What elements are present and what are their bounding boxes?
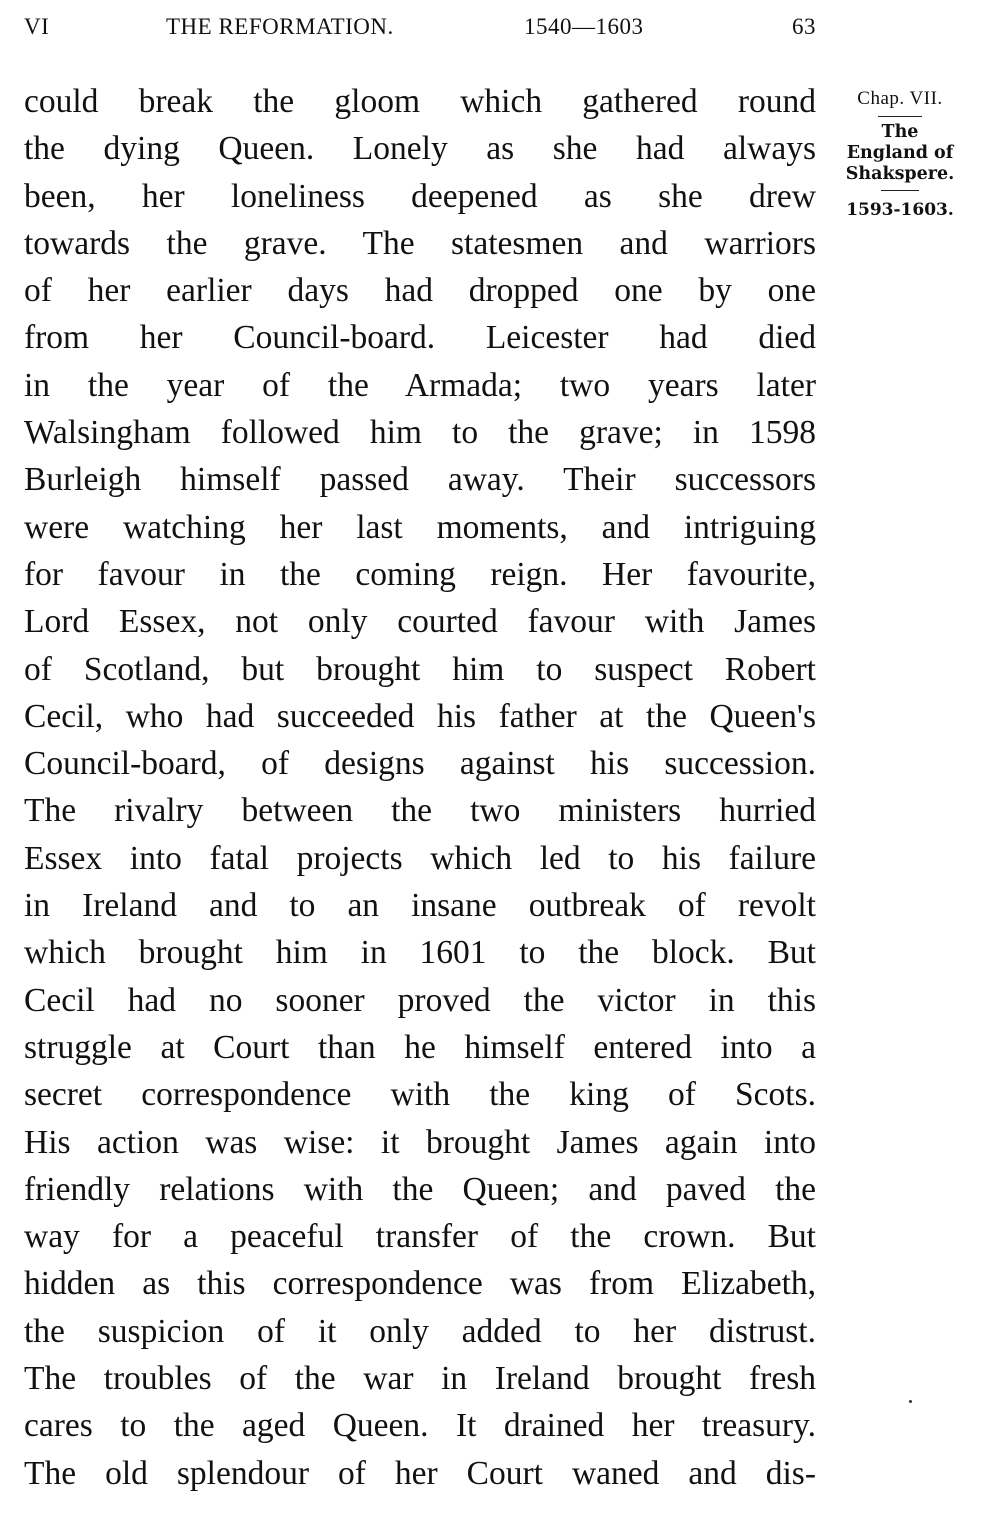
text-line: The rivalry between the two ministers hurried (24, 792, 816, 830)
text-line: the suspicion of it only added to her distrust. (24, 1312, 816, 1350)
text-line: towards the grave. The statesmen and warriors (24, 224, 816, 262)
text-line: for favour in the coming reign. Her favourite, (24, 555, 816, 593)
margin-sidenote-line: England of (846, 143, 954, 163)
header-section-number: VI (24, 14, 50, 39)
text-line: The troubles of the war in Ireland brought fresh (24, 1360, 816, 1398)
text-line: The old splendour of her Court waned and dis- (24, 1454, 816, 1492)
text-line: were watching her last moments, and intriguing (24, 508, 816, 546)
text-line: could break the gloom which gathered round (24, 83, 816, 120)
text-line: Essex into fatal projects which led to his failure (24, 839, 816, 877)
page-number: 63 (792, 14, 816, 39)
text-line: Cecil, who had succeeded his father at the Queen's (24, 697, 816, 735)
text-line: Lord Essex, not only courted favour with James (24, 603, 816, 641)
margin-sidenote (832, 122, 968, 185)
ink-speck (909, 1400, 912, 1403)
text-line: from her Council-board. Leicester had died (24, 319, 816, 357)
margin-rule (878, 116, 922, 117)
text-line: His action was wise: it brought James again into (24, 1123, 816, 1161)
text-line: way for a peaceful transfer of the crown. But (24, 1218, 816, 1256)
text-line: of her earlier days had dropped one by one (24, 272, 816, 310)
text-line: Cecil had no sooner proved the victor in this (24, 981, 816, 1019)
margin-rule (881, 190, 919, 191)
margin-sidenote-line: Shakspere. (845, 164, 955, 184)
text-line: of Scotland, but brought him to suspect Robert (24, 650, 816, 688)
running-header (24, 14, 816, 44)
text-line: the dying Queen. Lonely as she had always (24, 130, 816, 168)
margin-note (832, 88, 968, 220)
text-line: Walsingham followed him to the grave; in 1598 (24, 414, 816, 452)
header-title: THE REFORMATION. (166, 14, 394, 39)
text-line: cares to the aged Queen. It drained her treasury. (24, 1407, 816, 1445)
text-line: in Ireland and to an insane outbreak of revolt (24, 887, 816, 925)
margin-chapter: Chap. VII. (857, 88, 943, 109)
body-text (24, 78, 816, 1497)
text-line: Burleigh himself passed away. Their successors (24, 461, 816, 499)
text-line: in the year of the Armada; two years later (24, 366, 816, 404)
text-line: which brought him in 1601 to the block. But (24, 934, 816, 972)
text-line: hidden as this correspondence was from Elizabeth, (24, 1265, 816, 1303)
text-line: Council-board, of designs against his succession. (24, 745, 816, 783)
margin-sidenote-line: The (881, 122, 919, 142)
text-line: been, her loneliness deepened as she drew (24, 177, 816, 215)
text-line: secret correspondence with the king of Scots. (24, 1076, 816, 1114)
text-line: friendly relations with the Queen; and paved the (24, 1170, 816, 1208)
header-years: 1540—1603 (524, 14, 644, 39)
margin-years: 1593-1603. (846, 200, 954, 220)
text-line: struggle at Court than he himself entered into a (24, 1028, 816, 1066)
